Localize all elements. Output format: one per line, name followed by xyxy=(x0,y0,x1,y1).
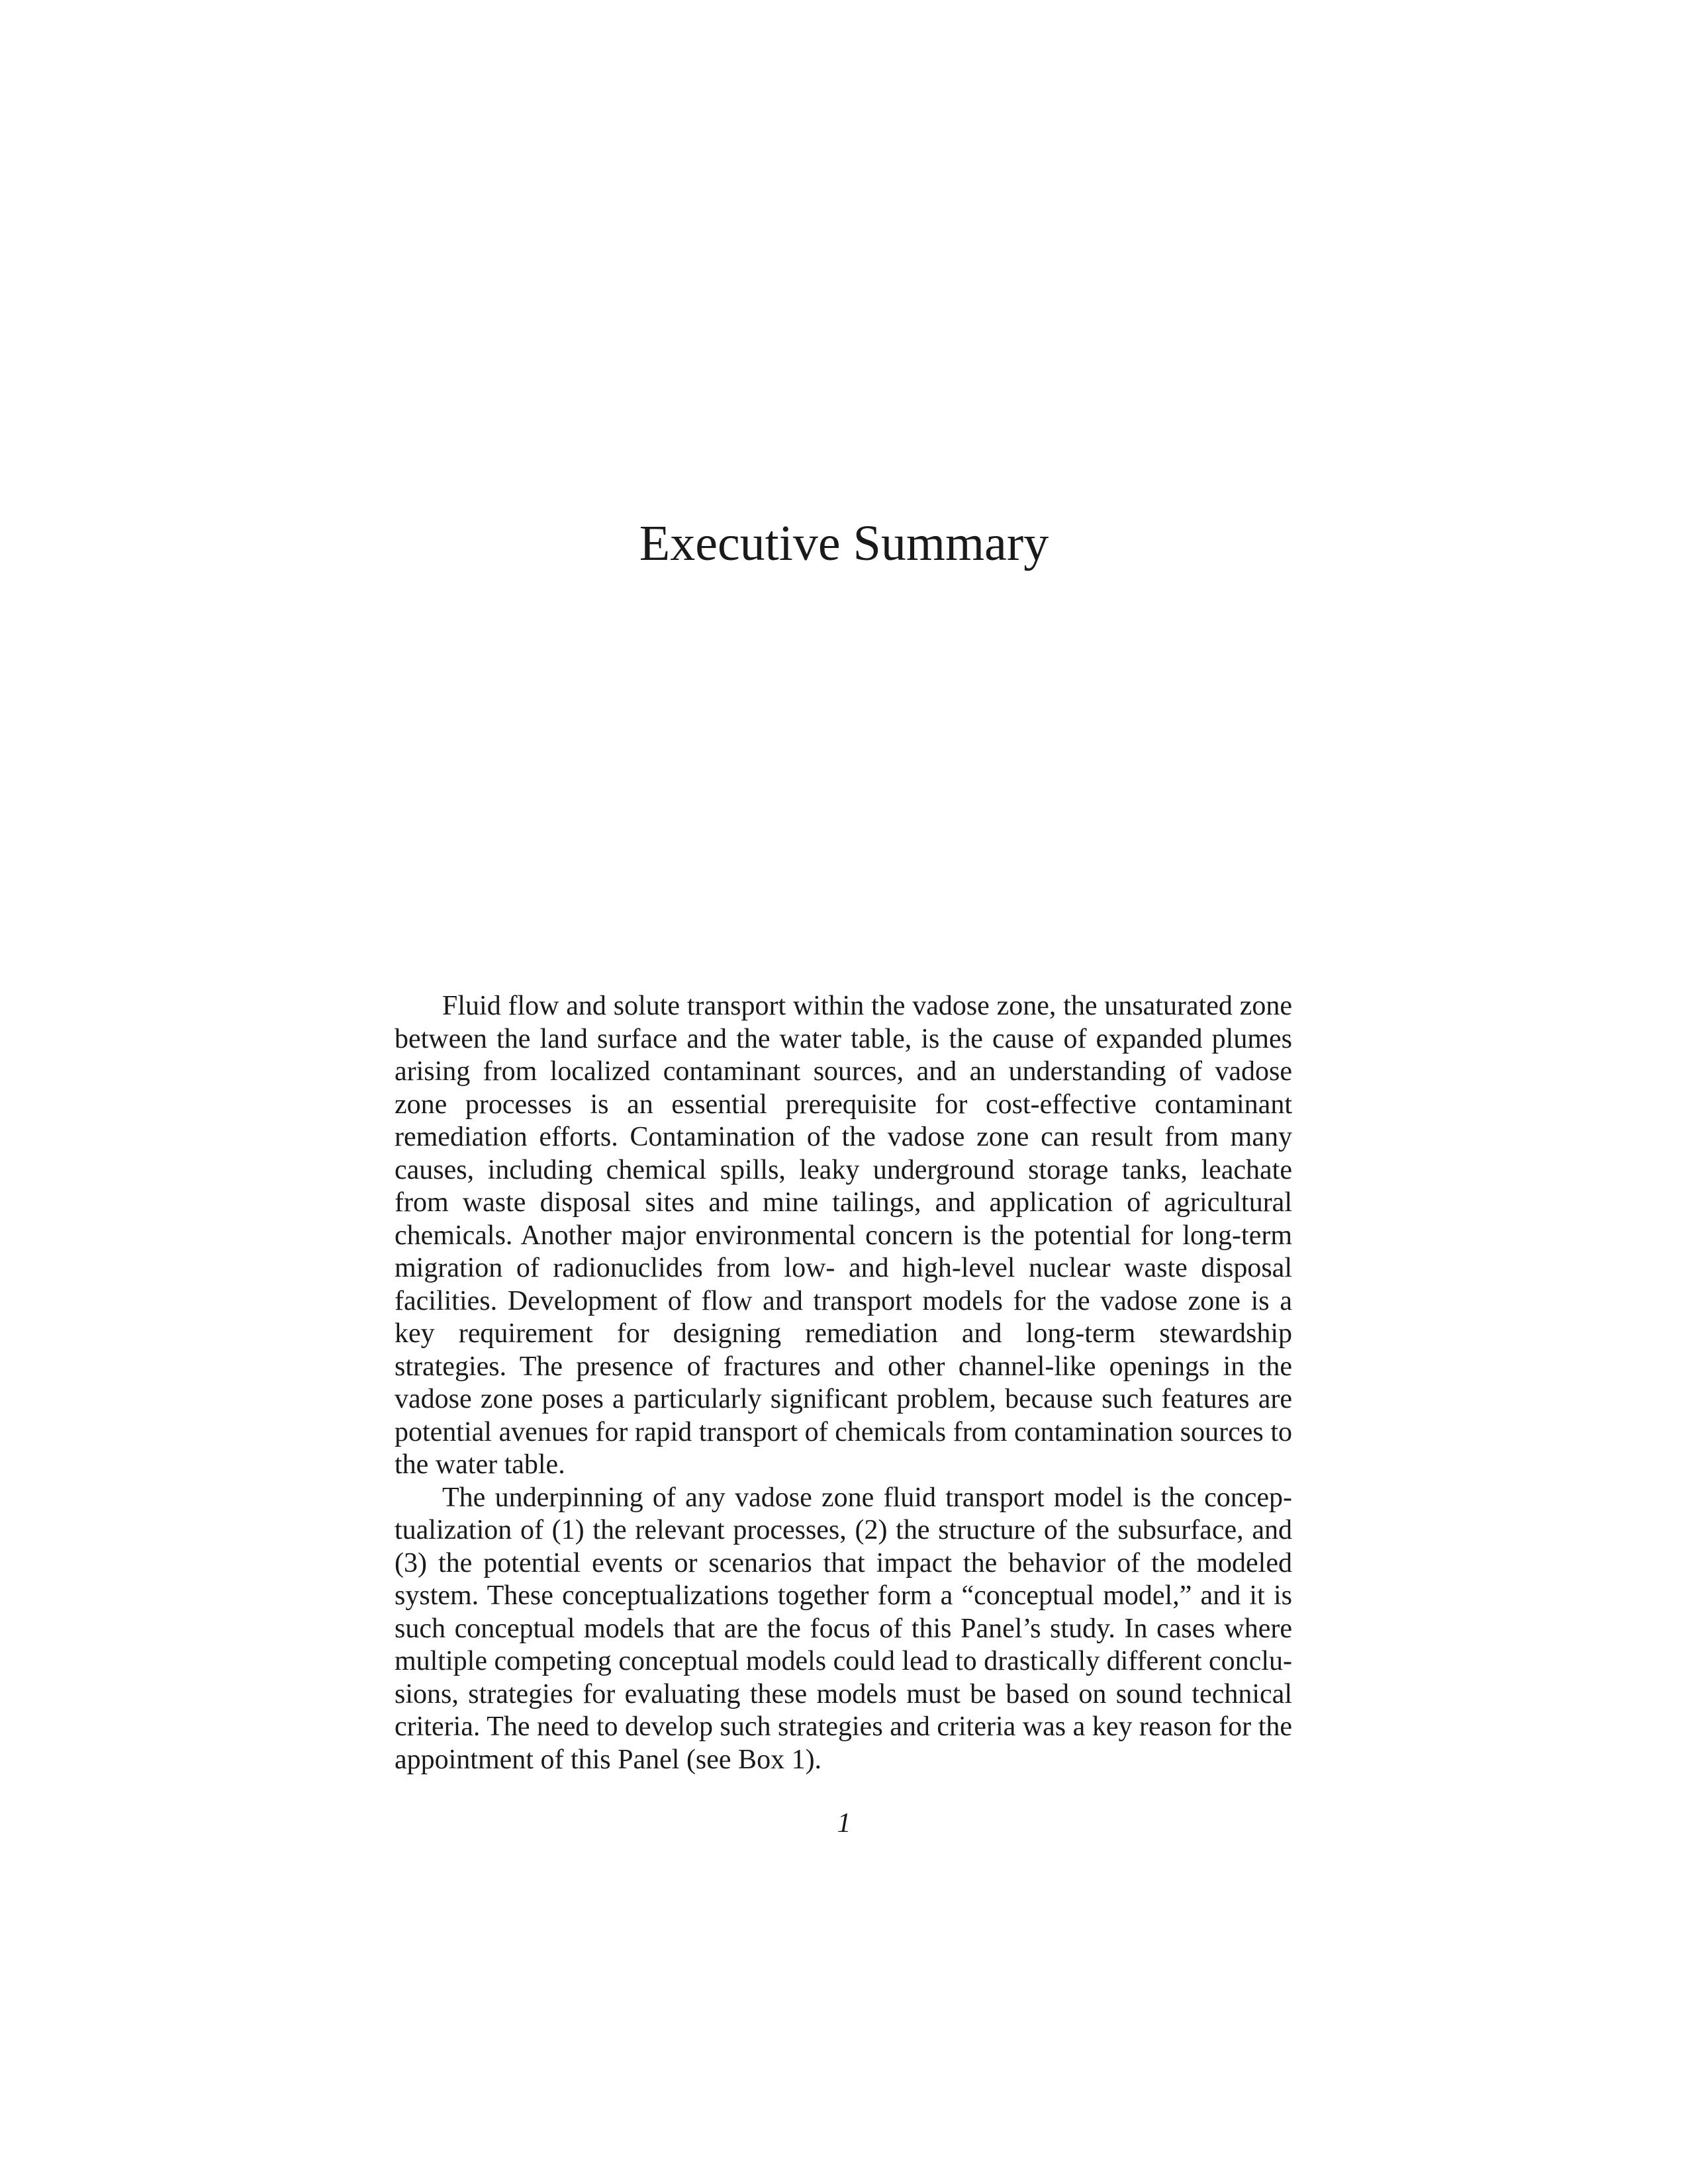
body-text xyxy=(395,990,1292,1776)
paragraph-2: The underpinning of any vadose zone fluid transport model is the conceptualization of (1) the relevant processes, (2) the structure of the subsurface, and (3) the potential events or scenarios that impact the behavior of the modeled system. These conceptualizations together form a “conceptual model,” and it is such conceptual models that are the focus of this Panel’s study. In cases where multiple competing conceptual models could lead to drastically different conclusions, strategies for evaluating these models must be based on sound technical criteria. The need to develop such strategies and criteria was a key reason for the appointment of this Panel (see Box 1). xyxy=(395,1482,1292,1775)
chapter-title: Executive Summary xyxy=(639,516,1049,571)
paragraph-1: Fluid flow and solute transport within the vadose zone, the unsaturated zone between the land surface and the water table, is the cause of expanded plumes arising from localized contaminant sources, and an understanding of vadose zone processes is an essential prerequisite for cost-effective contaminant remediation efforts. Contamination of the vadose zone can result from many causes, including chemical spills, leaky underground storage tanks, leachate from waste disposal sites and mine tailings, and application of agricultural chemicals. Another major environmental concern is the potential for long-term migration of radionuclides from low- and high-level nuclear waste disposal facilities. Development of flow and transport models for the vadose zone is a key requirement for designing remediation and long-term stewardship strategies. The presence of fractures and other channel-like openings in the vadose zone poses a particularly significant problem, because such features are potential avenues for rapid transport of chemicals from contamination sources to the water table. xyxy=(395,991,1292,1480)
page-number: 1 xyxy=(837,1808,851,1839)
